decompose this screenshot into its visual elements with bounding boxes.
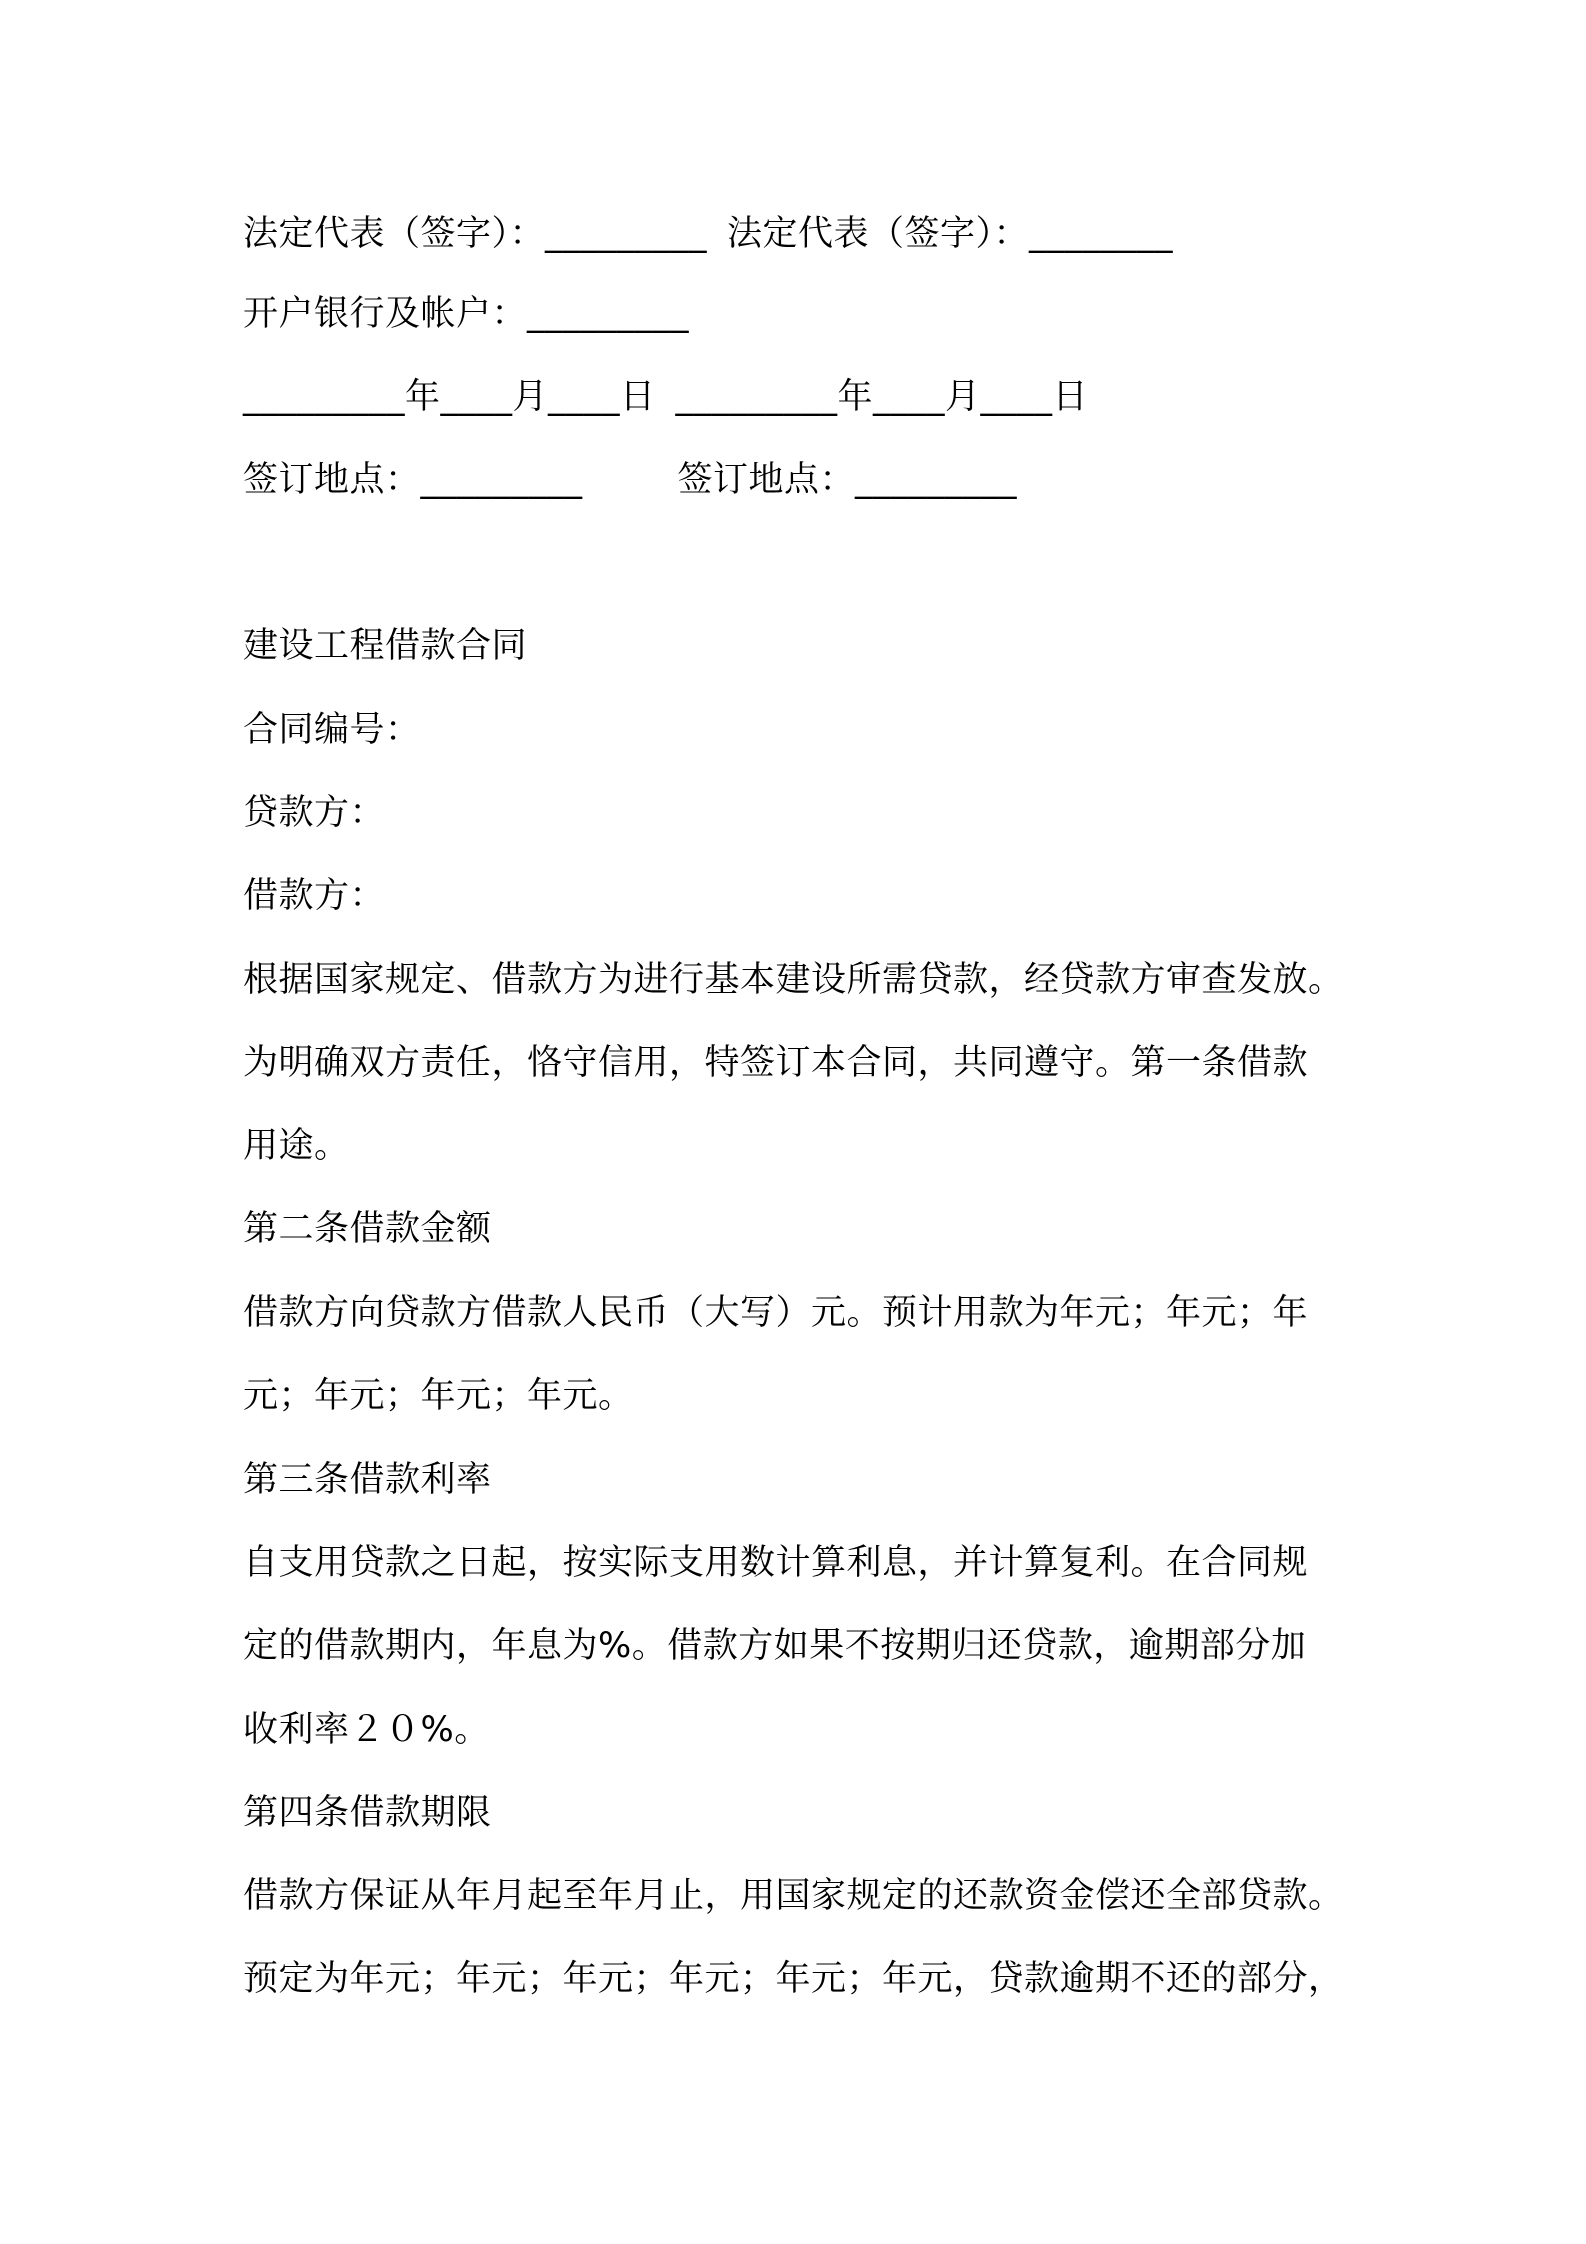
preamble-line: 根据国家规定、借款方为进行基本建设所需贷款，经贷款方审查发放。 [243, 960, 1344, 1000]
bank-account: 开户银行及帐户：_________ [243, 294, 690, 334]
signature-row-legal-rep [243, 210, 1173, 258]
legal-rep-left: 法定代表（签字）：_________ [243, 214, 708, 254]
signature-row-place [243, 456, 1017, 504]
article-3-line: 定的借款期内，年息为%。借款方如果不按期归还贷款，逾期部分加 [243, 1626, 1307, 1666]
signature-row-bank-account [243, 290, 689, 338]
article-3-heading: 第三条借款利率 [243, 1460, 492, 1500]
date-left: _________年____月____日 [243, 377, 656, 417]
article-4-heading: 第四条借款期限 [243, 1793, 492, 1833]
borrower-label: 借款方： [243, 876, 386, 916]
article-2-line: 元；年元；年元；年元。 [243, 1376, 634, 1416]
lender-label: 贷款方： [243, 793, 386, 833]
article-3-line: 收利率２０%。 [243, 1710, 490, 1750]
signature-row-date [243, 373, 1088, 421]
article-2-line: 借款方向贷款方借款人民币（大写）元。预计用款为年元；年元；年 [243, 1293, 1309, 1333]
preamble-line: 用途。 [243, 1126, 350, 1166]
contract-number-label: 合同编号： [243, 710, 421, 750]
article-4-line: 借款方保证从年月起至年月止，用国家规定的还款资金偿还全部贷款。 [243, 1876, 1344, 1916]
article-4-line: 预定为年元；年元；年元；年元；年元；年元，贷款逾期不还的部分， [243, 1959, 1344, 1999]
preamble-line: 为明确双方责任，恪守信用，特签订本合同，共同遵守。第一条借款 [243, 1043, 1309, 1083]
date-right: _________年____月____日 [675, 377, 1089, 417]
contract-title: 建设工程借款合同 [243, 626, 528, 666]
article-3-line: 自支用贷款之日起，按实际支用数计算利息，并计算复利。在合同规 [243, 1543, 1309, 1583]
article-2-heading: 第二条借款金额 [243, 1209, 492, 1249]
place-left: 签订地点：_________ [243, 460, 583, 500]
place-right: 签订地点：_________ [677, 460, 1018, 500]
legal-rep-right: 法定代表（签字）：________ [727, 214, 1174, 254]
